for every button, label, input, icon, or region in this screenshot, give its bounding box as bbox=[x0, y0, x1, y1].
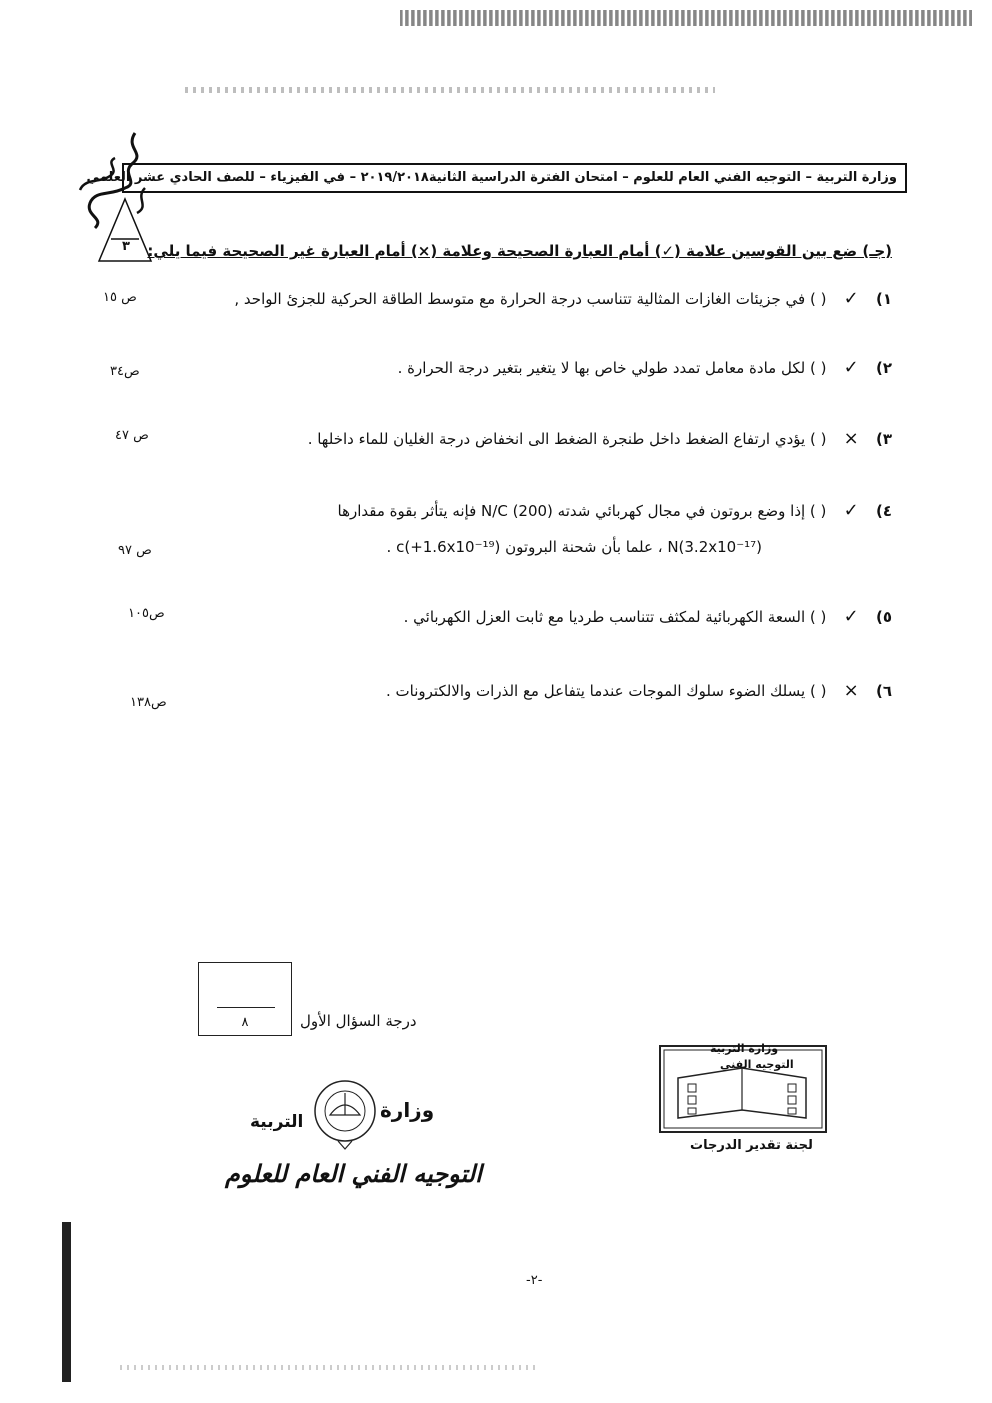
ministry-name: وزارة bbox=[380, 1098, 435, 1122]
cross-mark-icon: × bbox=[843, 680, 859, 701]
page-reference: ص١٣٨ bbox=[130, 695, 167, 710]
question-number: ٥) bbox=[875, 608, 892, 626]
exam-header-title: وزارة التربية – التوجيه الفني العام للعلوم – امتحان الفترة الدراسية الثانية٢٠١٩/٢٠١٨ – في الفيزياء – للصف الحادي عشر العلمي bbox=[86, 170, 897, 185]
section-instruction: (جـ) ضع بين القوسين علامة (✓) أمام العبارة الصحيحة وعلامة (×) أمام العبارة غير الصحيحة فيما يلي: bbox=[147, 242, 892, 260]
stamp-subtitle: التوجيه الفني bbox=[720, 1058, 794, 1071]
question-number: ٢) bbox=[875, 359, 892, 377]
score-triangle bbox=[95, 195, 155, 265]
scan-margin-bar bbox=[62, 1222, 71, 1382]
scan-artifact-top bbox=[400, 10, 972, 26]
scan-artifact-bottom bbox=[120, 1365, 540, 1370]
question-number: ٦) bbox=[875, 682, 892, 700]
check-mark-icon: ✓ bbox=[843, 500, 859, 521]
scan-artifact-line bbox=[185, 87, 715, 93]
question-number: ١) bbox=[875, 290, 892, 308]
question-4 bbox=[338, 500, 892, 521]
section-score: ٣ bbox=[122, 239, 130, 254]
question-text: ( ) لكل مادة معامل تمدد طولي خاص بها لا يتغير بتغير درجة الحرارة . bbox=[397, 359, 827, 377]
question-3 bbox=[308, 428, 892, 449]
triangle-icon bbox=[95, 195, 155, 265]
guidance-signature-text: التوجيه الفني العام للعلوم bbox=[225, 1160, 482, 1188]
question-grade-label: درجة السؤال الأول bbox=[300, 1012, 417, 1030]
question-number: ٤) bbox=[875, 502, 892, 520]
page-number: -٢- bbox=[526, 1273, 543, 1288]
page-reference: ص ٩٧ bbox=[118, 543, 152, 558]
question-text: ( ) إذا وضع بروتون في مجال كهربائي شدته N/C (200) فإنه يتأثر بقوة مقدارها bbox=[337, 502, 827, 520]
question-grade-value: ٨ bbox=[241, 1015, 249, 1030]
question-grade-box bbox=[198, 962, 292, 1036]
page-reference: ص ٤٧ bbox=[115, 428, 149, 443]
check-mark-icon: ✓ bbox=[843, 357, 859, 378]
stamp-bottom-text: لجنة تقدير الدرجات bbox=[690, 1138, 813, 1153]
page-reference: ص١٠٥ bbox=[128, 606, 165, 621]
question-1 bbox=[234, 288, 892, 309]
question-number: ٣) bbox=[875, 430, 892, 448]
question-text: ( ) السعة الكهربائية لمكثف تتناسب طرديا مع ثابت العزل الكهربائي . bbox=[403, 608, 827, 626]
ministry-emblem-icon bbox=[300, 1075, 390, 1150]
stamp-title: وزارة التربية bbox=[710, 1042, 779, 1055]
check-mark-icon: ✓ bbox=[843, 288, 859, 309]
question-4-line-2: N(3.2x10⁻¹⁷) ، علما بأن شحنة البروتون c(+1.6x10⁻¹⁹) . bbox=[386, 538, 762, 556]
question-5 bbox=[404, 606, 892, 627]
question-2 bbox=[398, 357, 892, 378]
question-text: ( ) يسلك الضوء سلوك الموجات عندما يتفاعل مع الذرات والالكترونات . bbox=[386, 682, 827, 700]
cross-mark-icon: × bbox=[843, 428, 859, 449]
exam-header bbox=[86, 163, 907, 193]
question-6 bbox=[386, 680, 892, 701]
page-reference: ص٣٤ bbox=[110, 364, 140, 379]
ministry-name-2: التربية bbox=[250, 1112, 304, 1132]
fraction-line bbox=[217, 1007, 275, 1008]
page-reference: ص ١٥ bbox=[103, 290, 137, 305]
question-text: ( ) في جزيئات الغازات المثالية تتناسب درجة الحرارة مع متوسط الطاقة الحركية للجزئ الواحد , bbox=[234, 290, 827, 308]
question-text: ( ) يؤدي ارتفاع الضغط داخل طنجرة الضغط الى انخفاض درجة الغليان للماء داخلها . bbox=[307, 430, 827, 448]
check-mark-icon: ✓ bbox=[843, 606, 859, 627]
